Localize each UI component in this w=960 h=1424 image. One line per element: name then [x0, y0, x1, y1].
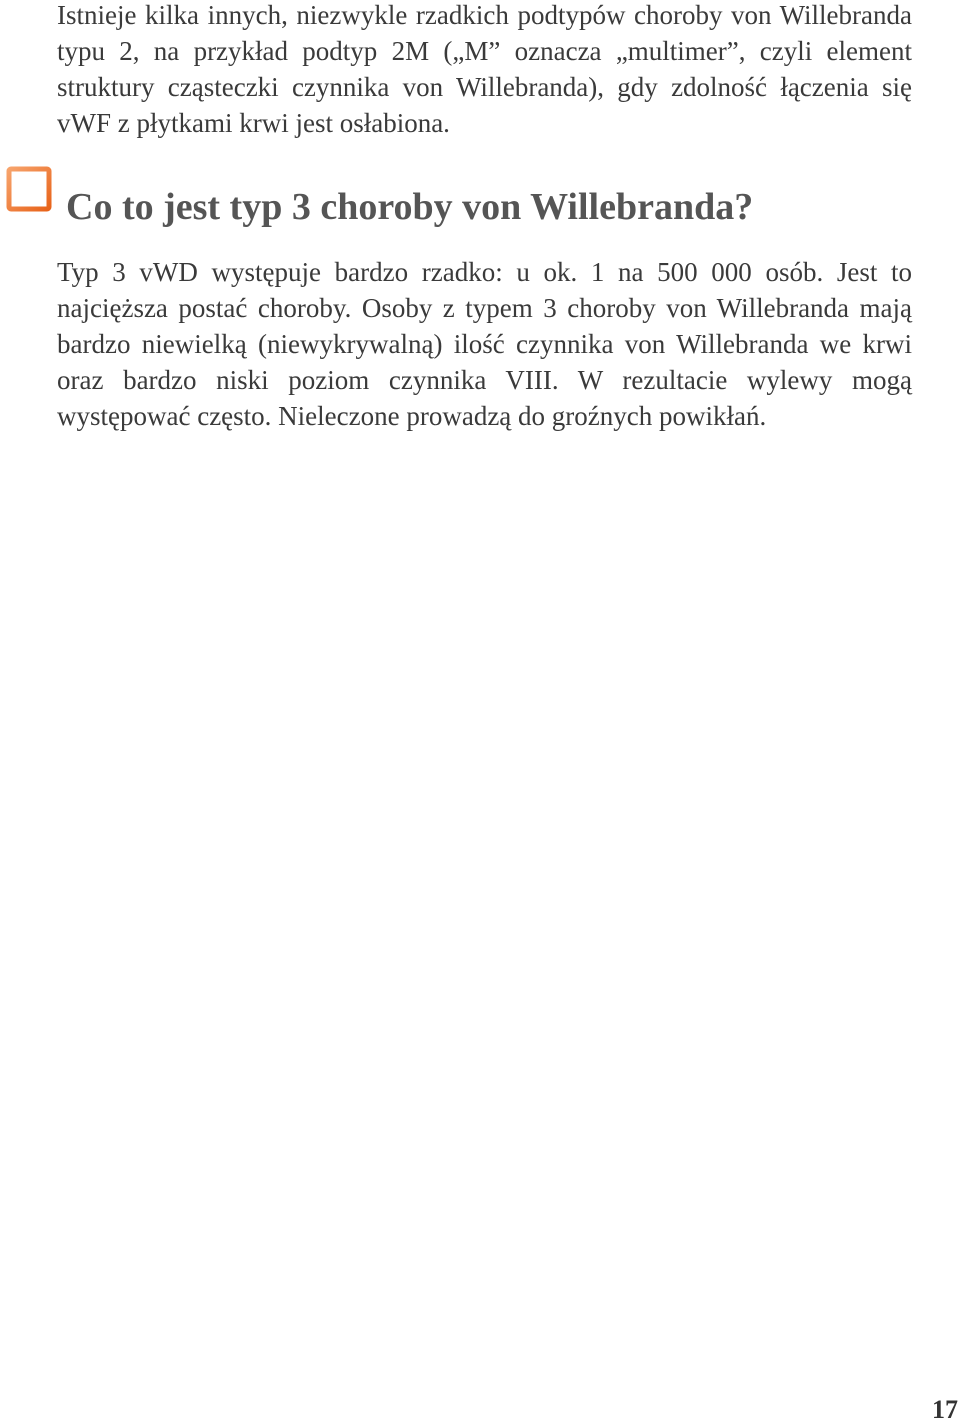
orange-square-icon [6, 166, 52, 212]
page-number: 17 [932, 1395, 958, 1424]
section-heading: Co to jest typ 3 choroby von Willebranda? [66, 186, 754, 228]
intro-paragraph: Istnieje kilka innych, niezwykle rzadkich podtypów choroby von Willebranda typu 2, na przykład podtyp 2M („M” oznacza „multimer”, czyli element struktury cząsteczki czynnika von Willebranda), gdy zdolność łączenia się vWF z płytkami krwi jest osłabiona. [57, 0, 912, 138]
type3-paragraph: Typ 3 vWD występuje bardzo rzadko: u ok. 1 na 500 000 osób. Jest to najcięższa postać choroby. Osoby z typem 3 choroby von Willebranda mają bardzo niewielką (niewykrywalną) ilość czynnika von Willebranda we krwi oraz bardzo niski poziom czynnika VIII. W rezultacie wylewy mogą występować często. Nieleczone prowadzą do groźnych powikłań. [57, 257, 912, 431]
